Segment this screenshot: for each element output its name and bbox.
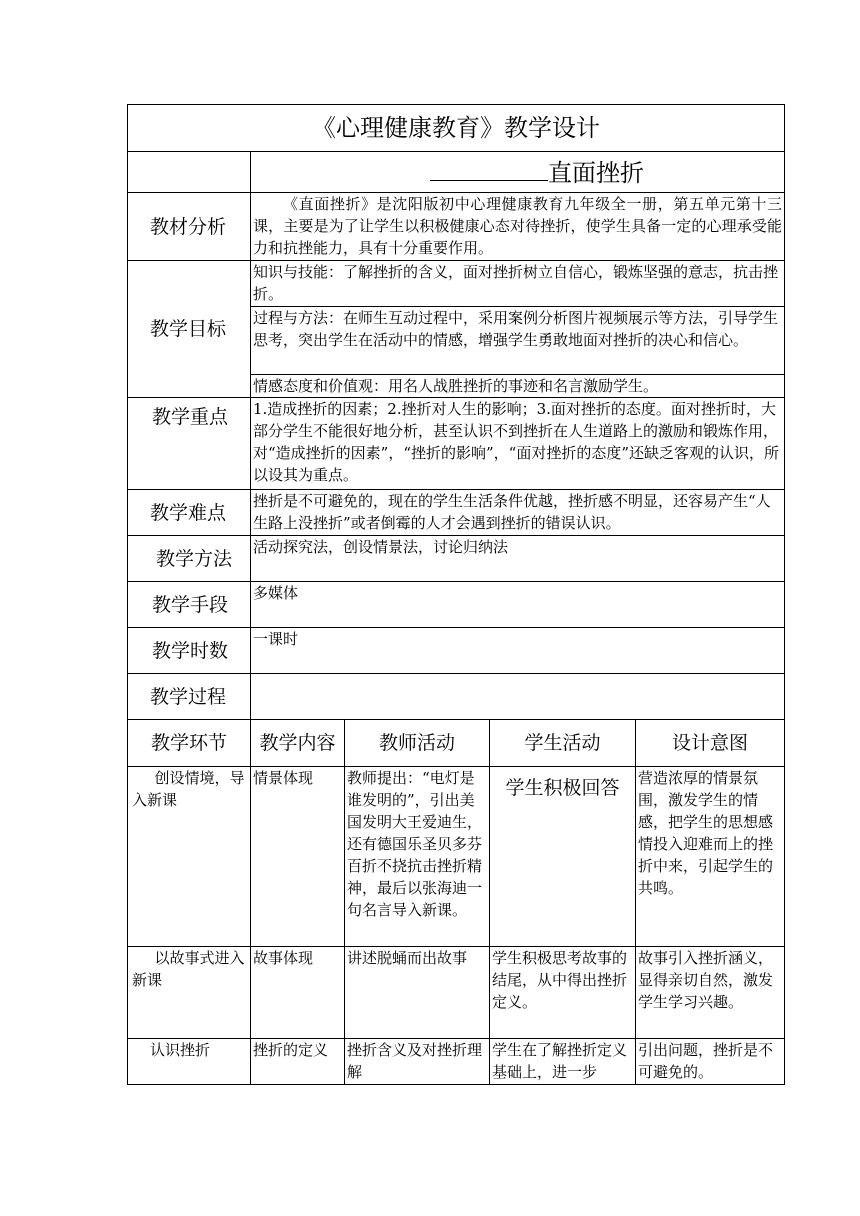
process-content: 情景体现 (251, 767, 345, 947)
process-teacher: 挫折含义及对挫折理解 (345, 1039, 490, 1085)
hours-text: 一课时 (251, 628, 785, 674)
row-label-key-points: 教学重点 (128, 398, 251, 490)
difficulties-text: 挫折是不可避免的，现在的学生生活条件优越，挫折感不明显，还容易产生“人生路上没挫折”或者倒霉的人才会遇到挫折的错误认识。 (251, 490, 785, 536)
process-stage: 以故事式进入新课 (128, 947, 251, 1039)
table-row (128, 947, 785, 1039)
row-label-process: 教学过程 (128, 674, 251, 720)
row-label-hours: 教学时数 (128, 628, 251, 674)
table-row (128, 1039, 785, 1085)
process-content: 故事体现 (251, 947, 345, 1039)
document-title: 《心理健康教育》教学设计 (128, 105, 785, 152)
process-teacher: 教师提出：“电灯是谁发明的”，引出美国发明大王爱迪生，还有德国乐圣贝多芬百折不挠抗击挫折精神，最后以张海迪一句名言导入新课。 (345, 767, 490, 947)
empty-cell (128, 152, 251, 193)
objective-knowledge: 知识与技能：了解挫折的含义，面对挫折树立自信心，锻炼坚强的意志，抗击挫折。 (251, 261, 785, 307)
header-student: 学生活动 (490, 720, 636, 767)
methods-text: 活动探究法，创设情景法，讨论归纳法 (251, 536, 785, 582)
process-student: 学生在了解挫折定义基础上，进一步 (490, 1039, 636, 1085)
process-text (251, 674, 785, 720)
process-teacher: 讲述脱蛹而出故事 (345, 947, 490, 1039)
lesson-title: 直面挫折 (548, 158, 644, 187)
material-analysis-text: 《直面挫折》是沈阳版初中心理健康教育九年级全一册，第五单元第十三课，主要是为了让学生以积极健康心态对待挫折，使学生具备一定的心理承受能力和抗挫能力，具有十分重要作用。 (251, 193, 785, 261)
process-intent: 引出问题，挫折是不可避免的。 (636, 1039, 785, 1085)
lesson-title-line (430, 158, 644, 187)
lesson-plan-table (127, 104, 785, 1085)
objective-process: 过程与方法：在师生互动过程中，采用案例分析图片视频展示等方法，引导学生思考，突出学生在活动中的情感，增强学生勇敢地面对挫折的决心和信心。 (251, 307, 785, 375)
process-content: 挫折的定义 (251, 1039, 345, 1085)
row-label-material: 教材分析 (128, 193, 251, 261)
title-blank (430, 158, 548, 181)
header-teacher: 教师活动 (345, 720, 490, 767)
objective-values: 情感态度和价值观：用名人战胜挫折的事迹和名言激励学生。 (251, 375, 785, 398)
process-intent: 故事引入挫折涵义，显得亲切自然，激发学生学习兴趣。 (636, 947, 785, 1039)
process-student: 学生积极回答 (490, 767, 636, 947)
row-label-methods: 教学方法 (128, 536, 251, 582)
header-content: 教学内容 (251, 720, 345, 767)
process-stage: 认识挫折 (128, 1039, 251, 1085)
row-label-difficulties: 教学难点 (128, 490, 251, 536)
header-intent: 设计意图 (636, 720, 785, 767)
means-text: 多媒体 (251, 582, 785, 628)
header-stage: 教学环节 (128, 720, 251, 767)
row-label-objectives: 教学目标 (128, 261, 251, 398)
table-row (128, 767, 785, 947)
lesson-title-cell (251, 152, 785, 193)
key-points-text: 1.造成挫折的因素；2.挫折对人生的影响；3.面对挫折的态度。面对挫折时，大部分学生不能很好地分析，甚至认识不到挫折在人生道路上的激励和锻炼作用，对“造成挫折的因素”，“挫折的影响”，“面对挫折的态度”还缺乏客观的认识，所以设其为重点。 (251, 398, 785, 490)
process-student: 学生积极思考故事的结尾，从中得出挫折定义。 (490, 947, 636, 1039)
row-label-means: 教学手段 (128, 582, 251, 628)
process-stage: 创设情境，导入新课 (128, 767, 251, 947)
process-intent: 营造浓厚的情景氛围，激发学生的情感，把学生的思想感情投入迎难而上的挫折中来，引起学生的共鸣。 (636, 767, 785, 947)
